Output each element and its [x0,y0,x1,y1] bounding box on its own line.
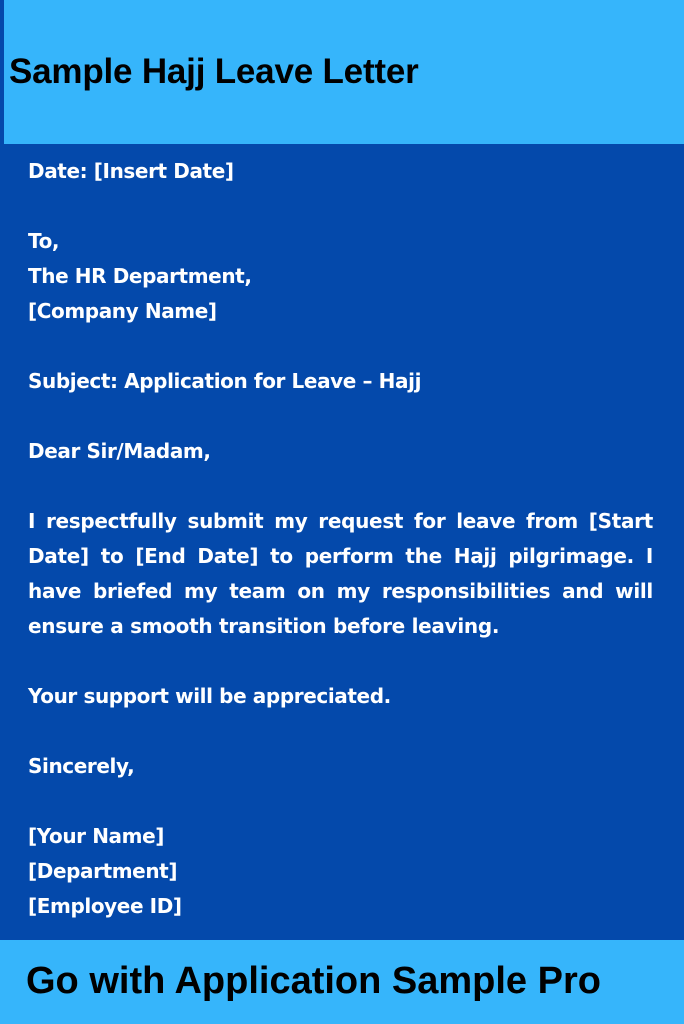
letter-content [28,154,653,924]
signature-line: [Department] [28,859,178,883]
recipient-line: To, [28,229,60,253]
letter-subject: Subject: Application for Leave – Hajj [28,369,422,393]
footer-tagline: Go with Application Sample Pro [26,960,601,1002]
letter-salutation: Dear Sir/Madam, [28,439,211,463]
letter-body-paragraph: I respectfully submit my request for leave from [Start Date] to [End Date] to perform the Hajj pilgrimage. I have briefed my team on my responsibilities and will ensure a smooth transition before leaving. [28,509,653,638]
letter-signature [28,819,653,924]
recipient-line: [Company Name] [28,299,217,323]
page-title: Sample Hajj Leave Letter [9,52,419,91]
signature-line: [Employee ID] [28,894,182,918]
signature-line: [Your Name] [28,824,164,848]
header-edge-accent [0,0,4,144]
letter-date: Date: [Insert Date] [28,159,234,183]
recipient-line: The HR Department, [28,264,252,288]
letter-sign-off: Sincerely, [28,754,135,778]
letter-closing-note: Your support will be appreciated. [28,684,391,708]
letter-recipient [28,224,653,329]
